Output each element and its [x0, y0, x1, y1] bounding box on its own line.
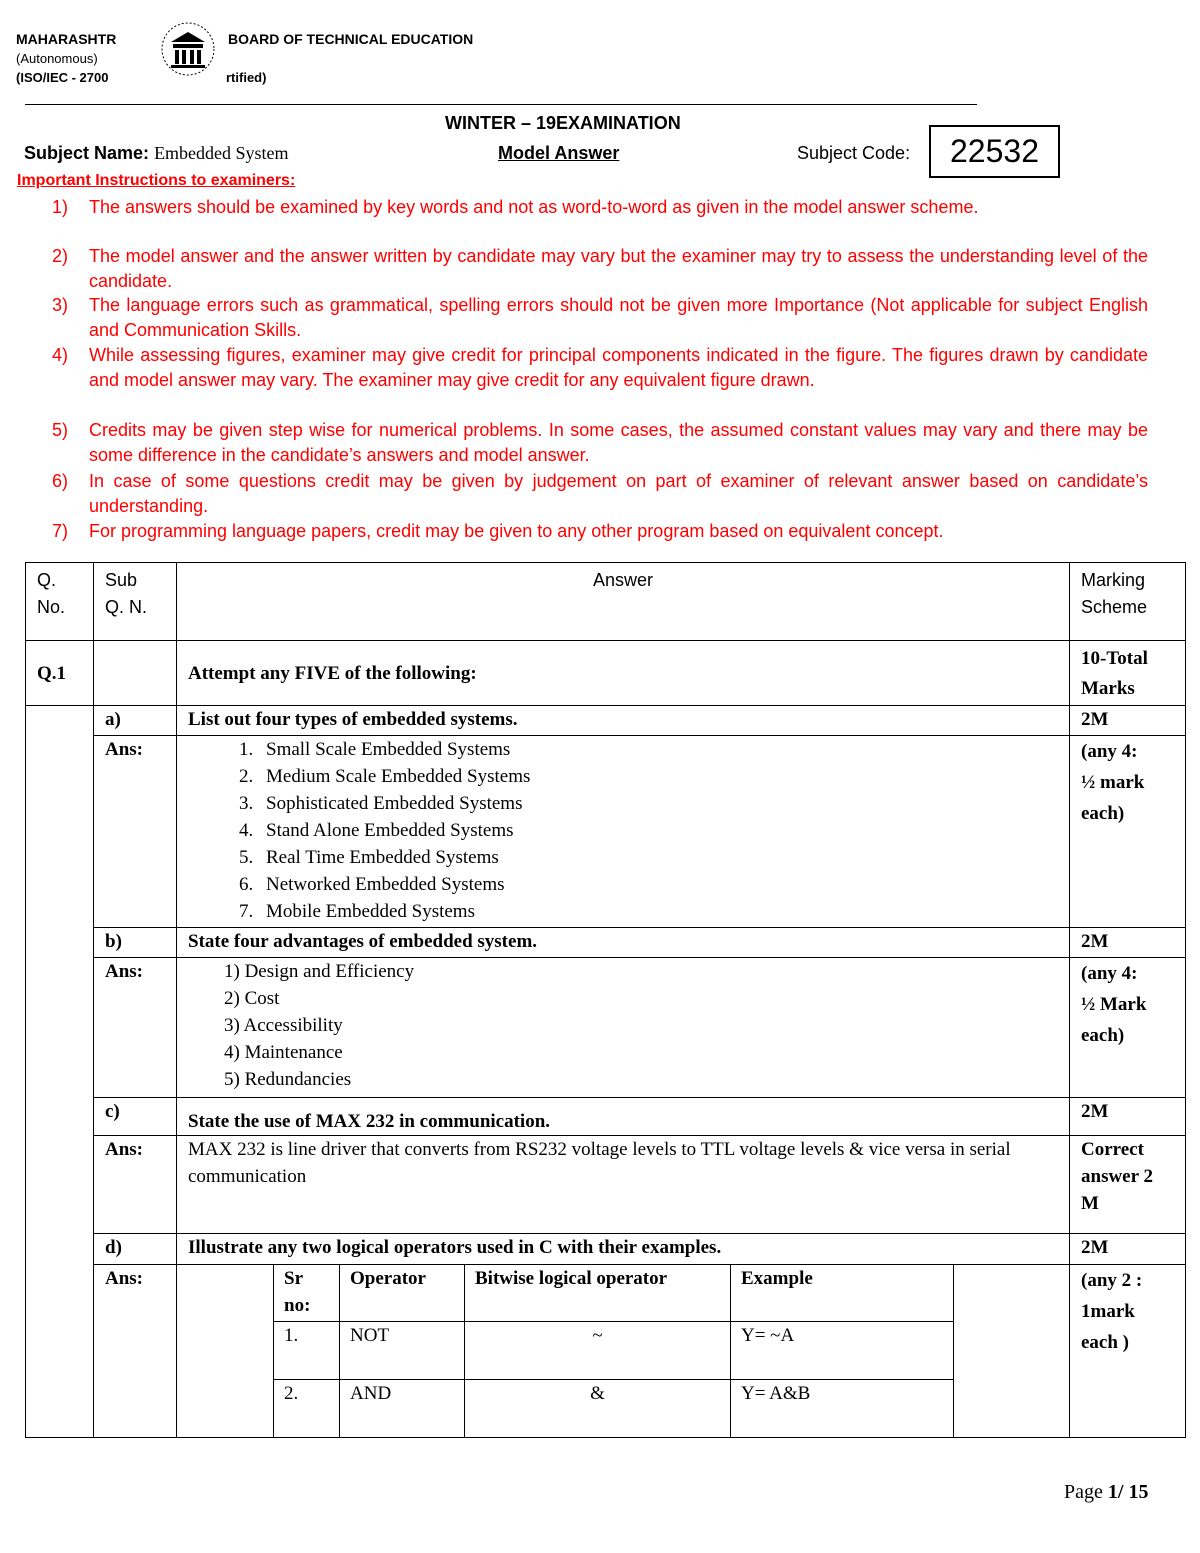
subquestion-row: [26, 1098, 1186, 1136]
answer-content: [177, 958, 1070, 1098]
header-sub-line1: Sub: [105, 570, 138, 590]
list-item: 5. Real Time Embedded Systems: [258, 844, 1058, 871]
header-qno-line1: Q.: [37, 570, 57, 590]
question-prompt: Attempt any FIVE of the following:: [177, 641, 1070, 706]
example-cell: Y= A&B: [731, 1379, 954, 1437]
subquestion-text: State four advantages of embedded system.: [177, 928, 1070, 958]
instruction-number: 6): [52, 471, 69, 491]
answer-row: [26, 1136, 1186, 1234]
sr-cell: 2.: [274, 1379, 340, 1437]
header-marking-line1: Marking: [1081, 570, 1146, 590]
scheme-line: 1mark: [1081, 1301, 1135, 1322]
header-marking-scheme: [1070, 563, 1186, 641]
scheme-line: ½ mark: [1081, 772, 1145, 793]
scheme-line: M: [1081, 1193, 1099, 1214]
subject-name-label: Subject Name:: [24, 143, 150, 163]
instruction-number: 2): [52, 246, 69, 266]
subject-name-row: [24, 143, 289, 164]
marking-scheme: [1070, 736, 1186, 928]
exam-title: WINTER – 19EXAMINATION: [445, 113, 681, 133]
marking-scheme: [1070, 958, 1186, 1098]
autonomous-label: (Autonomous): [16, 51, 98, 66]
header-operator: Operator: [340, 1265, 465, 1321]
header-sr-line2: no:: [284, 1295, 311, 1316]
answer-content: [177, 1265, 1070, 1438]
answer-content: MAX 232 is line driver that converts from RS232 voltage levels to TTL voltage levels & vice versa in serial communication: [177, 1136, 1070, 1234]
instruction-text: The language errors such as grammatical, spelling errors should not be given more Importance (Not applicable for subject English and Communication Skills.: [89, 295, 1148, 340]
embedded-types-list: [188, 736, 1058, 925]
operator-cell: NOT: [340, 1321, 465, 1379]
instruction-item: [52, 195, 1148, 220]
list-item: 3. Sophisticated Embedded Systems: [258, 790, 1058, 817]
scheme-line: answer 2: [1081, 1166, 1153, 1187]
list-item: 4. Stand Alone Embedded Systems: [258, 817, 1058, 844]
instruction-number: 4): [52, 345, 69, 365]
instruction-number: 1): [52, 197, 69, 217]
scheme-line: Correct: [1081, 1139, 1144, 1160]
list-item: 1) Design and Efficiency: [224, 961, 415, 982]
list-item: 5) Redundancies: [224, 1069, 352, 1090]
subquestion-text: Illustrate any two logical operators used in C with their examples.: [177, 1234, 1070, 1265]
marking-scheme: [1070, 1136, 1186, 1234]
instruction-text: The answers should be examined by key words and not as word-to-word as given in the model answer scheme.: [89, 197, 979, 217]
symbol-cell: &: [465, 1379, 731, 1437]
header-example: Example: [731, 1265, 954, 1321]
subquestion-label: c): [94, 1098, 177, 1136]
instructions-title: Important Instructions to examiners:: [17, 172, 296, 189]
instruction-text: Credits may be given step wise for numerical problems. In some cases, the assumed constant values may vary and there may be some difference in the candidate’s answers and model answer.: [89, 420, 1148, 465]
total-marks-line1: 10-Total: [1081, 648, 1148, 669]
iso-label-left: (ISO/IEC - 2700: [16, 70, 109, 85]
list-item: 1. Small Scale Embedded Systems: [258, 736, 1058, 763]
header-qno-line2: No.: [37, 597, 66, 617]
subquestion-label: d): [94, 1234, 177, 1265]
subquestion-label: b): [94, 928, 177, 958]
scheme-line: ½ Mark: [1081, 994, 1147, 1015]
board-name-left: MAHARASHTR: [16, 31, 117, 47]
list-item: 4) Maintenance: [224, 1042, 343, 1063]
subquestion-text: State the use of MAX 232 in communication.: [177, 1098, 1070, 1136]
model-answer-label: Model Answer: [498, 143, 620, 163]
table-row: [274, 1379, 954, 1437]
instruction-number: 7): [52, 521, 69, 541]
board-name-right: BOARD OF TECHNICAL EDUCATION: [228, 31, 474, 47]
scheme-line: (any 4:: [1081, 741, 1138, 762]
answer-row: [26, 958, 1186, 1098]
instruction-item: [52, 519, 1148, 544]
header-sub-line2: Q. N.: [105, 597, 148, 617]
list-item: 3) Accessibility: [224, 1015, 343, 1036]
scheme-line: (any 4:: [1081, 963, 1138, 984]
instruction-number: 3): [52, 295, 69, 315]
total-marks-line2: Marks: [1081, 678, 1135, 699]
instruction-item: [52, 293, 1148, 343]
header-subqno: [94, 563, 177, 641]
answer-label: Ans:: [94, 1265, 177, 1438]
marking-scheme: [1070, 1265, 1186, 1438]
scheme-line: each ): [1081, 1332, 1130, 1353]
question-total-marks: [1070, 641, 1186, 706]
msbte-logo: [157, 20, 219, 78]
scheme-line: each): [1081, 803, 1125, 824]
answer-content: [177, 736, 1070, 928]
subquestion-marks: 2M: [1070, 1098, 1186, 1136]
page-count: 1/ 15: [1107, 1481, 1149, 1503]
question-number: Q.1: [26, 641, 94, 706]
header-answer: Answer: [177, 563, 1070, 641]
header-bitwise: Bitwise logical operator: [465, 1265, 731, 1321]
subquestion-marks: 2M: [1070, 928, 1186, 958]
operators-header-row: [274, 1265, 954, 1321]
header-rule: [25, 104, 977, 105]
scheme-line: each): [1081, 1025, 1125, 1046]
header-sr-line1: Sr: [284, 1268, 303, 1289]
list-item: 2. Medium Scale Embedded Systems: [258, 763, 1058, 790]
answer-label: Ans:: [94, 736, 177, 928]
subquestion-row: [26, 928, 1186, 958]
answer-label: Ans:: [94, 1136, 177, 1234]
subquestion-label: a): [94, 706, 177, 736]
example-cell: Y= ~A: [731, 1321, 954, 1379]
instruction-text: For programming language papers, credit may be given to any other program based on equivalent concept.: [89, 521, 944, 541]
list-item: 7. Mobile Embedded Systems: [258, 898, 1058, 925]
list-item: 6. Networked Embedded Systems: [258, 871, 1058, 898]
table-header-row: [26, 563, 1186, 641]
page-number: [1064, 1481, 1148, 1504]
scheme-line: (any 2 :: [1081, 1270, 1143, 1291]
answer-row: [26, 736, 1186, 928]
answer-table: [25, 562, 1186, 1438]
table-row: [274, 1321, 954, 1379]
subquestion-row: [26, 706, 1186, 736]
iso-label-right: rtified): [226, 70, 267, 85]
answer-label: Ans:: [94, 958, 177, 1098]
symbol-cell: ~: [465, 1321, 731, 1379]
instruction-item: [52, 244, 1148, 294]
instruction-item: [52, 469, 1148, 519]
header-qno: [26, 563, 94, 641]
subquestion-row: [26, 1234, 1186, 1265]
instruction-text: The model answer and the answer written by candidate may vary but the examiner may try to assess the understanding level of the candidate.: [89, 246, 1148, 291]
operator-cell: AND: [340, 1379, 465, 1437]
operators-table: [273, 1265, 954, 1437]
instruction-text: While assessing figures, examiner may give credit for principal components indicated in the figure. The figures drawn by candidate and model answer may vary. The examiner may give credit for any equivalent figure drawn.: [89, 345, 1148, 390]
subquestion-text: List out four types of embedded systems.: [177, 706, 1070, 736]
subject-code-label: Subject Code:: [797, 143, 911, 163]
subject-code-box: 22532: [929, 125, 1060, 178]
answer-row: [26, 1265, 1186, 1438]
sr-cell: 1.: [274, 1321, 340, 1379]
page-label: Page: [1064, 1481, 1108, 1503]
header-marking-line2: Scheme: [1081, 597, 1148, 617]
instruction-text: In case of some questions credit may be given by judgement on part of examiner of relevant answer based on candidate’s understanding.: [89, 471, 1148, 516]
header-sr: [274, 1265, 340, 1321]
qno-spacer: [26, 706, 94, 1438]
subquestion-marks: 2M: [1070, 1234, 1186, 1265]
instruction-number: 5): [52, 420, 69, 440]
subquestion-marks: 2M: [1070, 706, 1186, 736]
subject-name: Embedded System: [154, 143, 289, 163]
instruction-item: [52, 343, 1148, 393]
question-row: [26, 641, 1186, 706]
list-item: 2) Cost: [224, 988, 280, 1009]
instruction-item: [52, 418, 1148, 468]
question-sub-empty: [94, 641, 177, 706]
